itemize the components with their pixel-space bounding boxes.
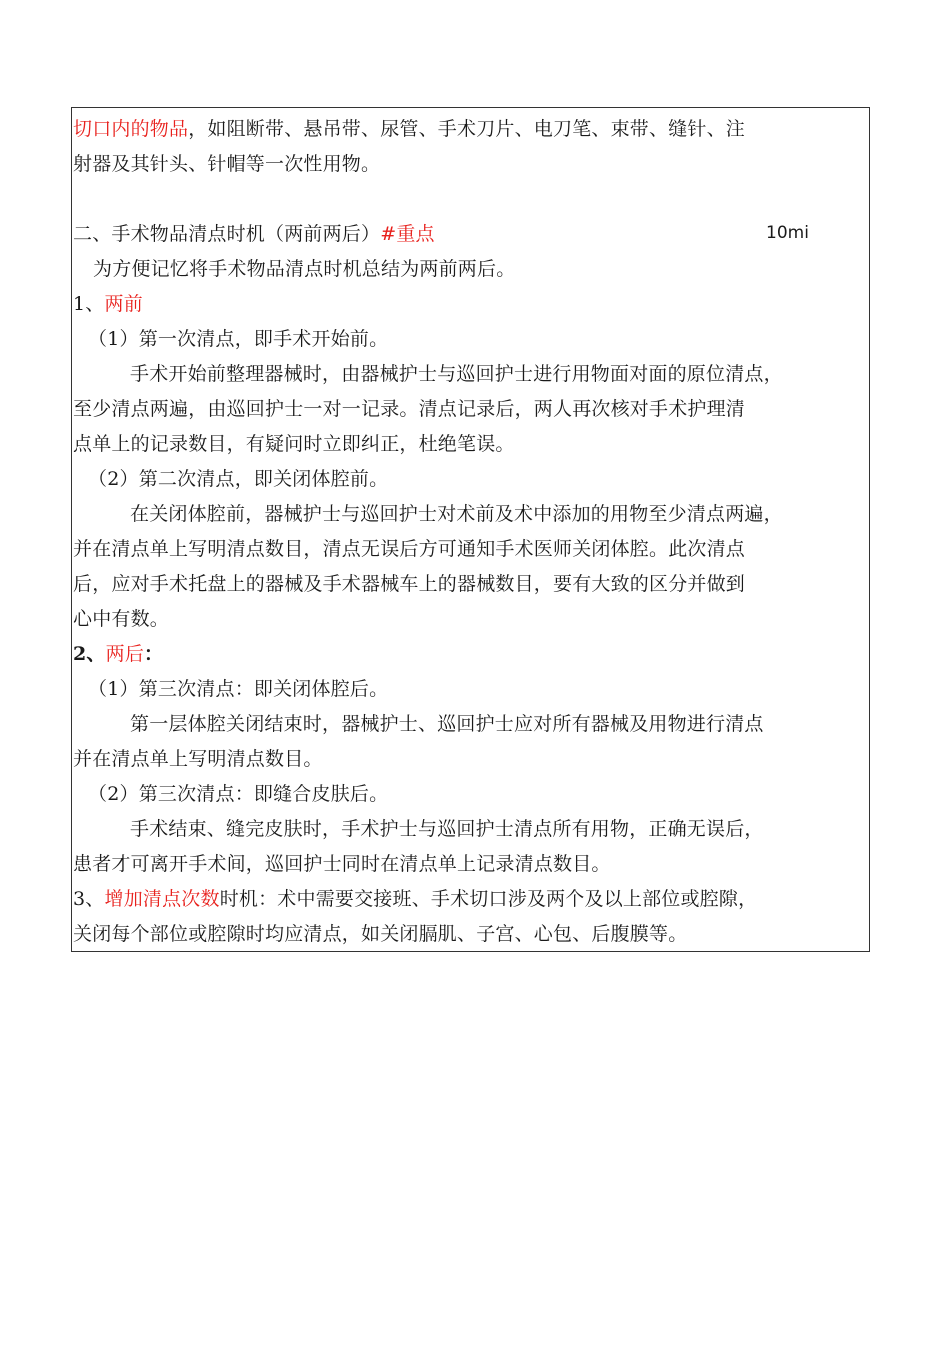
paragraph-line: [73, 117, 745, 141]
line-text: ，如阻断带、悬吊带、尿管、手术刀片、电刀笔、束带、缝针、注: [188, 118, 746, 140]
paragraph-line: 在关闭体腔前，器械护士与巡回护士对术前及术中添加的用物至少清点两遍，: [130, 503, 783, 525]
item-heading: （1）第三次清点：即关闭体腔后。: [88, 678, 389, 700]
highlight-text: #重点: [380, 223, 435, 245]
highlight-text: 两前: [104, 293, 143, 315]
paragraph-line: 患者才可离开手术间，巡回护士同时在清点单上记录清点数目。: [73, 853, 611, 875]
paragraph-line: 射器及其针头、针帽等一次性用物。: [73, 153, 381, 175]
subheading: [73, 642, 163, 666]
paragraph-line: 手术开始前整理器械时，由器械护士与巡回护士进行用物面对面的原位清点，: [130, 363, 783, 385]
paragraph-line: 心中有数。: [73, 608, 170, 630]
side-note: 10mi: [766, 223, 809, 243]
paragraph-line: 至少清点两遍，由巡回护士一对一记录。清点记录后，两人再次核对手术护理清: [73, 398, 746, 420]
highlight-text: 两后: [105, 643, 145, 665]
heading-number: 2、: [73, 643, 106, 665]
paragraph-line: 后，应对手术托盘上的器械及手术器械车上的器械数目，要有大致的区分并做到: [73, 573, 746, 595]
section-heading: [73, 222, 435, 246]
subheading: [73, 292, 143, 316]
paragraph-line: 为方便记忆将手术物品清点时机总结为两前两后。: [93, 258, 516, 280]
line-text: 时机：术中需要交接班、手术切口涉及两个及以上部位或腔隙，: [219, 888, 758, 910]
heading-number: 1、: [73, 293, 105, 315]
heading-suffix: ：: [144, 643, 164, 665]
heading-text: 二、手术物品清点时机（两前两后）: [73, 223, 381, 245]
subheading: [73, 887, 757, 911]
heading-number: 3、: [73, 888, 105, 910]
paragraph-line: 点单上的记录数目，有疑问时立即纠正，杜绝笔误。: [73, 433, 515, 455]
paragraph-line: 并在清点单上写明清点数目。: [73, 748, 323, 770]
highlight-text: 切口内的物品: [73, 118, 189, 140]
paragraph-line: 手术结束、缝完皮肤时，手术护士与巡回护士清点所有用物，正确无误后，: [130, 818, 764, 840]
paragraph-line: 并在清点单上写明清点数目，清点无误后方可通知手术医师关闭体腔。此次清点: [73, 538, 746, 560]
item-heading: （2）第三次清点：即缝合皮肤后。: [88, 783, 389, 805]
item-heading: （2）第二次清点，即关闭体腔前。: [88, 468, 389, 490]
paragraph-line: 关闭每个部位或腔隙时均应清点，如关闭膈肌、子宫、心包、后腹膜等。: [73, 923, 688, 945]
item-heading: （1）第一次清点，即手术开始前。: [88, 328, 389, 350]
highlight-text: 增加清点次数: [104, 888, 220, 910]
paragraph-line: 第一层体腔关闭结束时，器械护士、巡回护士应对所有器械及用物进行清点: [130, 713, 764, 735]
